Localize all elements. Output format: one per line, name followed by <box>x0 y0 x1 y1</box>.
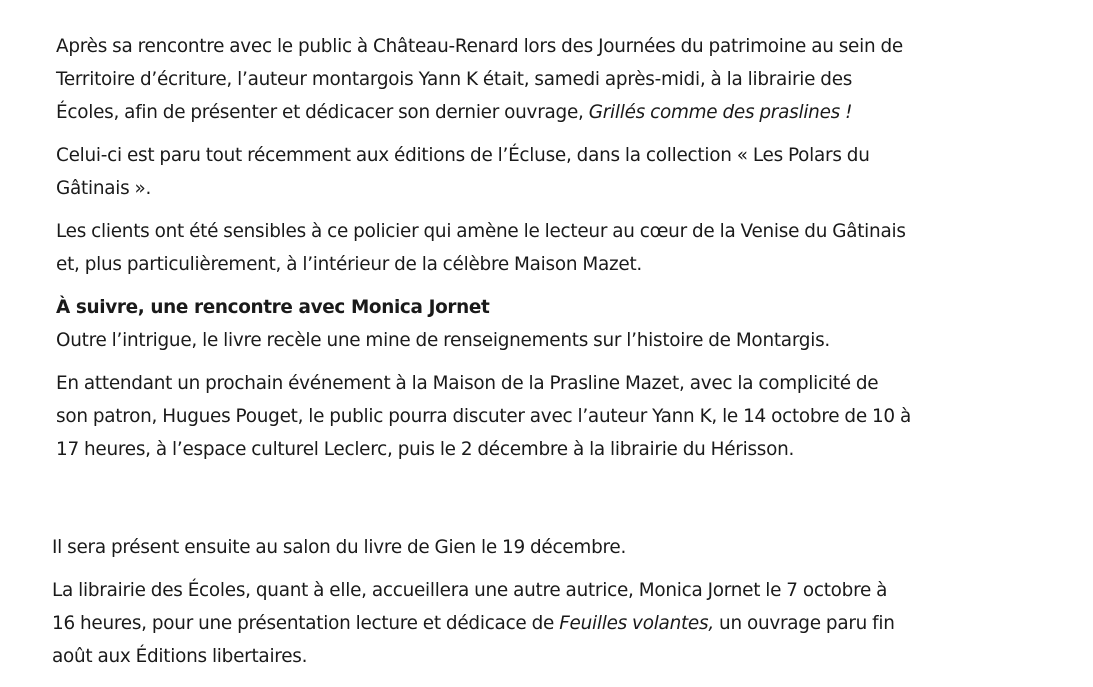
text-line: Les clients ont été sensibles à ce policier qui amène le lecteur au cœur de la Venise du Gâtinais <box>56 221 906 242</box>
clients-paragraph <box>56 215 1056 281</box>
final-paragraph <box>52 574 1052 673</box>
text-line: Celui-ci est paru tout récemment aux éditions de l’Écluse, dans la collection « Les Polars du <box>56 145 870 166</box>
intrigue-paragraph <box>56 324 1056 357</box>
text-line: La librairie des Écoles, quant à elle, accueillera une autre autrice, Monica Jornet le 7 octobre à <box>52 580 888 601</box>
text-line: son patron, Hugues Pouget, le public pourra discuter avec l’auteur Yann K, le 14 octobre de 10 à <box>56 406 911 427</box>
text-line: En attendant un prochain événement à la Maison de la Prasline Mazet, avec la complicité de <box>56 373 879 394</box>
section-subheading: À suivre, une rencontre avec Monica Jornet <box>56 297 490 318</box>
article-body <box>56 30 1056 476</box>
article-continuation <box>52 531 1052 683</box>
text-line: Outre l’intrigue, le livre recèle une mine de renseignements sur l’histoire de Montargis. <box>56 330 831 351</box>
event-paragraph <box>56 367 1056 466</box>
text-line: août aux Éditions libertaires. <box>52 646 308 667</box>
text-line: Territoire d’écriture, l’auteur montargois Yann K était, samedi après-midi, à la librairie des <box>56 69 853 90</box>
text-line: Gâtinais ». <box>56 178 152 199</box>
text-line: 17 heures, à l’espace culturel Leclerc, puis le 2 décembre à la librairie du Hérisson. <box>56 439 795 460</box>
intro-paragraph <box>56 30 1056 129</box>
text-span: 16 heures, pour une présentation lecture et dédicace de <box>52 613 560 634</box>
text-line: Après sa rencontre avec le public à Château-Renard lors des Journées du patrimoine au sein de <box>56 36 903 57</box>
book-title: Grillés comme des praslines ! <box>588 102 853 123</box>
book-title: Feuilles volantes, <box>559 613 714 634</box>
text-line: Il sera présent ensuite au salon du livre de Gien le 19 décembre. <box>52 537 627 558</box>
text-line: et, plus particulièrement, à l’intérieur de la célèbre Maison Mazet. <box>56 254 643 275</box>
text-span: un ouvrage paru fin <box>713 613 895 634</box>
text-span: Écoles, afin de présenter et dédicacer son dernier ouvrage, <box>56 102 589 123</box>
text-line <box>52 607 1052 640</box>
publication-paragraph <box>56 139 1056 205</box>
gien-paragraph <box>52 531 1052 564</box>
text-line <box>56 96 1056 129</box>
